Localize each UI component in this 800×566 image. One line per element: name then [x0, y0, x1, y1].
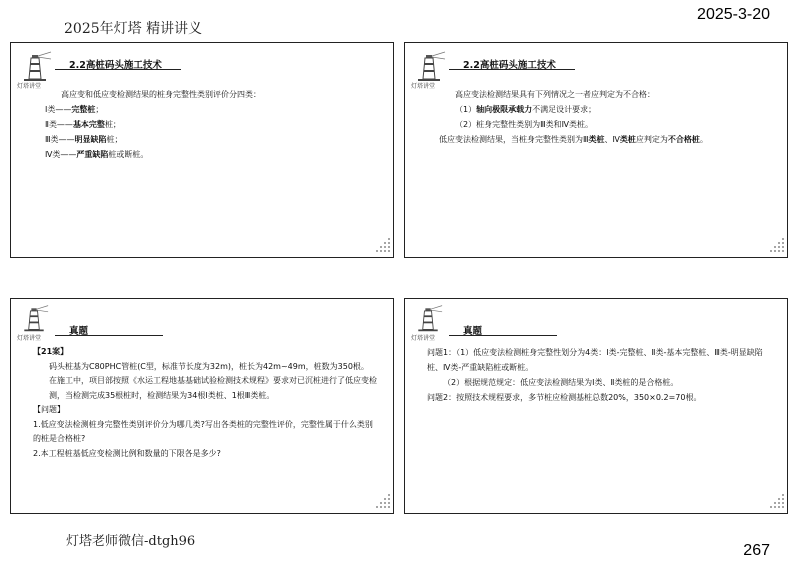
case-label: 【21案】 [33, 347, 69, 356]
slide-1 [10, 42, 394, 258]
slide-4 [404, 298, 788, 514]
lighthouse-logo-icon [412, 49, 446, 83]
list-item: Ⅳ类——严重缺陷桩或断桩。 [45, 150, 149, 159]
logo-caption: 灯塔讲堂 [411, 335, 436, 342]
corner-decoration-icon [371, 491, 391, 511]
title-underline [55, 335, 163, 336]
list-item: Ⅱ类——基本完整桩； [45, 120, 121, 129]
title-underline [449, 69, 575, 70]
question-item: 2.本工程桩基低应变检测比例和数量的下限各是多少? [33, 448, 221, 458]
corner-decoration-icon [765, 235, 785, 255]
lighthouse-logo-icon [412, 303, 444, 333]
corner-decoration-icon [765, 491, 785, 511]
slide-title: 2.2高桩码头施工技术 [69, 60, 162, 71]
logo-caption: 灯塔讲堂 [411, 83, 436, 90]
list-item: （1）轴向极限承载力不满足设计要求； [455, 105, 597, 114]
list-item: （2）桩身完整性类别为Ⅲ类和Ⅳ类桩。 [455, 120, 593, 129]
case-paragraph: 在施工中，项目部按照《水运工程地基基础试验检测技术规程》要求对已沉桩进行了低应变检测，当检测完成35根桩时，检测结果为34根Ⅰ类桩、1根Ⅲ类桩。 [49, 376, 377, 400]
answer-text: 问题2：按照技术规程要求，多节桩应检测基桩总数20%，350×0.2=70根。 [427, 393, 702, 402]
answer-text: 问题1：（1）低应变法检测桩身完整性划分为4类：Ⅰ类-完整桩、Ⅱ类-基本完整桩、Ⅲ类-明显缺陷桩、Ⅳ类-严重缺陷桩或断桩。 [427, 348, 763, 372]
question-label: 【问题】 [33, 405, 65, 414]
intro-text: 高应变法检测结果具有下列情况之一者应判定为不合格： [455, 90, 655, 99]
slide-title: 2.2高桩码头施工技术 [463, 60, 556, 71]
footer-wechat-contact: 灯塔老师微信-dtgh96 [66, 534, 196, 549]
case-paragraph: 码头桩基为C80PHC管桩(C型，标准节长度为32m)，桩长为42m~49m，桩数为350根。 [49, 361, 369, 371]
slide-title: 真题 [69, 326, 89, 337]
conclusion-text: 低应变法检测结果，当桩身完整性类别为Ⅲ类桩、Ⅳ类桩应判定为不合格桩。 [439, 135, 708, 144]
list-item: Ⅰ类——完整桩； [45, 105, 104, 114]
lighthouse-logo-icon [18, 303, 50, 333]
document-header-title: 2025年灯塔 精讲讲义 [64, 21, 203, 37]
slide-body [45, 87, 373, 162]
intro-text: 高应变和低应变检测结果的桩身完整性类别评价分四类： [61, 90, 261, 99]
question-item: 1.低应变法检测桩身完整性类别评价分为哪几类?写出各类桩的完整性评价，完整性属于什么类别的桩是合格桩? [33, 419, 373, 443]
logo-caption: 灯塔讲堂 [17, 335, 42, 342]
slide-2 [404, 42, 788, 258]
slide-body [427, 345, 773, 405]
title-underline [55, 69, 181, 70]
corner-decoration-icon [371, 235, 391, 255]
title-underline [449, 335, 557, 336]
lighthouse-logo-icon [18, 49, 52, 83]
page-number: 267 [743, 542, 770, 559]
slide-body [33, 345, 379, 461]
slide-body [439, 87, 767, 147]
logo-caption: 灯塔讲堂 [17, 83, 42, 90]
document-date: 2025-3-20 [697, 6, 770, 23]
answer-text: （2）根据规范规定：低应变法检测结果为Ⅰ类、Ⅱ类桩的是合格桩。 [443, 378, 679, 387]
slide-title: 真题 [463, 326, 483, 337]
slide-3 [10, 298, 394, 514]
list-item: Ⅲ类——明显缺陷桩； [45, 135, 123, 144]
